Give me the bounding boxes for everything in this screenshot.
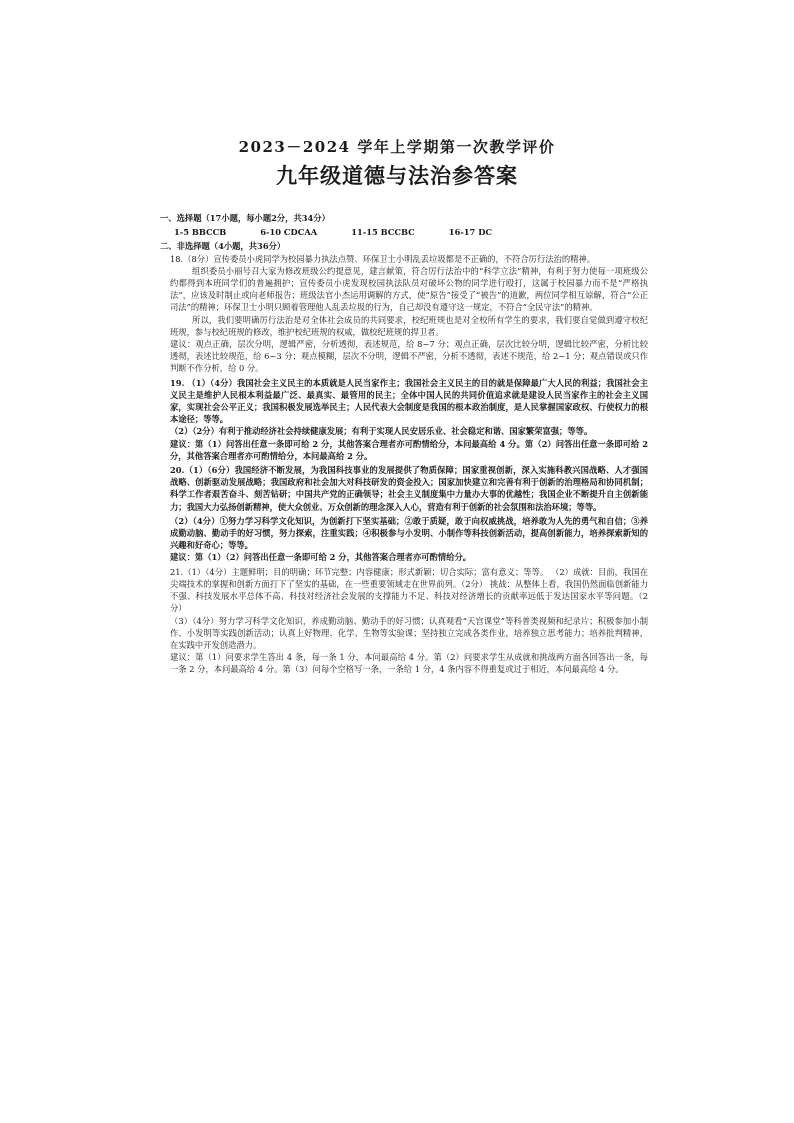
answer-content	[160, 212, 648, 676]
multiple-choice-answers	[170, 226, 648, 238]
q20-part1: 20.（1）（6分）我国经济不断发展，为我国科技事业的发展提供了物质保障；国家重视创新，深入实施科教兴国战略、人才强国战略、创新驱动发展战略；我国政府和社会加大对科技研发的资金投入；国家加快建立和完善有利于创新的治理格局和协同机制；科学工作者艰苦奋斗、刻苦钻研；中国共产党的正确领导；社会主义制度集中力量办大事的优越性；我国企业不断提升自主创新能力；我国大力弘扬创新精神，使大众创业、万众创新的理念深入人心，营造有利于创新的社会氛围和法治环境；等等。	[170, 465, 648, 512]
question-19	[170, 377, 648, 462]
question-21	[170, 566, 648, 676]
q21-part1-2: 21.（1）（4分）主题鲜明；目的明确；环节完整；内容健康；形式新颖；切合实际；富有意义；等等。 （2）成就：目前，我国在尖端技术的掌握和创新方面打下了坚实的基础，在一些重要领域走在世界前列。（2分） 挑战：从整体上看，我国仍然面临创新能力不强、科技发展水平总体不高、科技对经济社会发展的支撑能力不足、科技对经济增长的贡献率远低于发达国家水平等问题。（2分）	[170, 566, 648, 614]
q18-intro: 18.（8分）宣传委员小虎同学为校园暴力执法点赞、环保卫士小明乱丢垃圾都是不正确的，不符合厉行法治的精神。	[170, 253, 596, 264]
question-20	[170, 464, 648, 564]
answer-group: 11-15 BCCBC	[351, 227, 415, 238]
q20-scoring-note: 建议：第（1）（2）问答出任意一条即可给 2 分，其他答案合理者亦可酌情给分。	[170, 552, 472, 563]
q19-scoring-note: 建议：第（1）问答出任意一条即可给 2 分，其他答案合理者亦可酌情给分，本问最高给 4 分。第（2）问答出任意一条即可给 2 分，其他答案合理者亦可酌情给分，本问最高给 2 分。	[170, 438, 648, 461]
answer-group: 6-10 CDCAA	[260, 227, 318, 238]
q19-part1: 19. （1）（4分）我国社会主义民主的本质就是人民当家作主；我国社会主义民主的目的就是保障最广大人民的利益；我国社会主义民主是维护人民根本利益最广泛、最真实、最管用的民主；全体中国人民的共同价值追求就是建设人民当家作主的社会主义国家，实现社会公平正义；我国积极发展选举民主；人民代表大会制度是我国的根本政治制度，是人民掌握国家政权、行使权力的根本途径；等等。	[170, 377, 648, 425]
document-title: 九年级道德与法治参答案	[276, 163, 518, 188]
q19-part2: （2）（2分）有利于推动经济社会持续健康发展；有利于实现人民安居乐业、社会稳定和谐、国家繁荣富强；等等。	[170, 426, 593, 437]
q18-analysis: 组织委员小丽号召大家为修改班级公约提意见，建言献策，符合厉行法治中的“科学立法”精神，有利于努力使每一项班级公约都得到本班同学们的普遍拥护；宣传委员小虎发现校园执法队员对破坏公物的同学进行殴打，这属于校园暴力而不是“严格执法”，应该及时制止或向老师报告；班级法官小杰运用调解的方式，使“原告”接受了“被告”的道歉，两位同学相互谅解，符合“公正司法”的精神；环保卫士小明只顾着管理他人乱丢垃圾的行为，自己却没有遵守这一规定，不符合“全民守法”的精神。	[170, 265, 648, 313]
answer-group: 16-17 DC	[448, 227, 493, 238]
q20-part2: （2）（4分）①努力学习科学文化知识，为创新打下坚实基础；②敢于质疑，敢于向权威挑战，培养敢为人先的勇气和自信；③养成勤动脑、勤动手的好习惯，努力探索，注重实践；④积极参与小发明、小制作等科技创新活动，提高创新能力，培养探索新知的兴趣和好奇心；等等。	[170, 515, 648, 551]
section2-heading: 二、非选择题（4小题，共36分）	[160, 241, 286, 252]
exam-title: 2023－2024 学年上学期第一次教学评价	[238, 138, 556, 156]
q21-scoring-note: 建议：第（1）问要求学生答出 4 条，每一条 1 分，本问最高给 4 分。第（2）问要求学生从成就和挑战两方面各回答出一条，每一条 2 分，本问最高给 4 分。第（3）问每个空格写一条，一条给 1 分，4 条内容不得重复或过于相近，本问最高给 4 分。	[170, 652, 648, 675]
q18-conclusion: 所以，我们要明确厉行法治是对全体社会成员的共同要求，校纪班规也是对全校所有学生的要求，我们要自觉做到遵守校纪班规，参与校纪班规的修改，维护校纪班规的权威，做校纪班规的捍卫者。	[170, 314, 648, 337]
answer-group: 1-5 BBCCB	[174, 227, 227, 238]
q18-scoring-note: 建议：观点正确，层次分明，逻辑严密，分析透彻，表述规范，给 8~7 分；观点正确，层次比较分明，逻辑比较严密，分析比较透彻，表述比较规范，给 6~3 分；观点模糊，层次不分明，逻辑不严密，分析不透彻，表述不规范，给 2~1 分；观点错误或只作判断不作分析，给 0 分。	[170, 339, 648, 374]
question-18	[170, 253, 648, 375]
section1-heading: 一、选择题（17小题，每小题2分，共34分）	[160, 213, 330, 223]
q21-part3: （3）（4分）努力学习科学文化知识，养成勤动脑、勤动手的好习惯；认真观看“天宫课堂”等科普类视频和纪录片；积极参加小制作、小发明等实践创新活动；认真上好物理、化学、生物等实验课；坚持独立完成各类作业，培养独立思考能力；培养批判精神，在实践中开发创造潜力。	[170, 615, 648, 650]
